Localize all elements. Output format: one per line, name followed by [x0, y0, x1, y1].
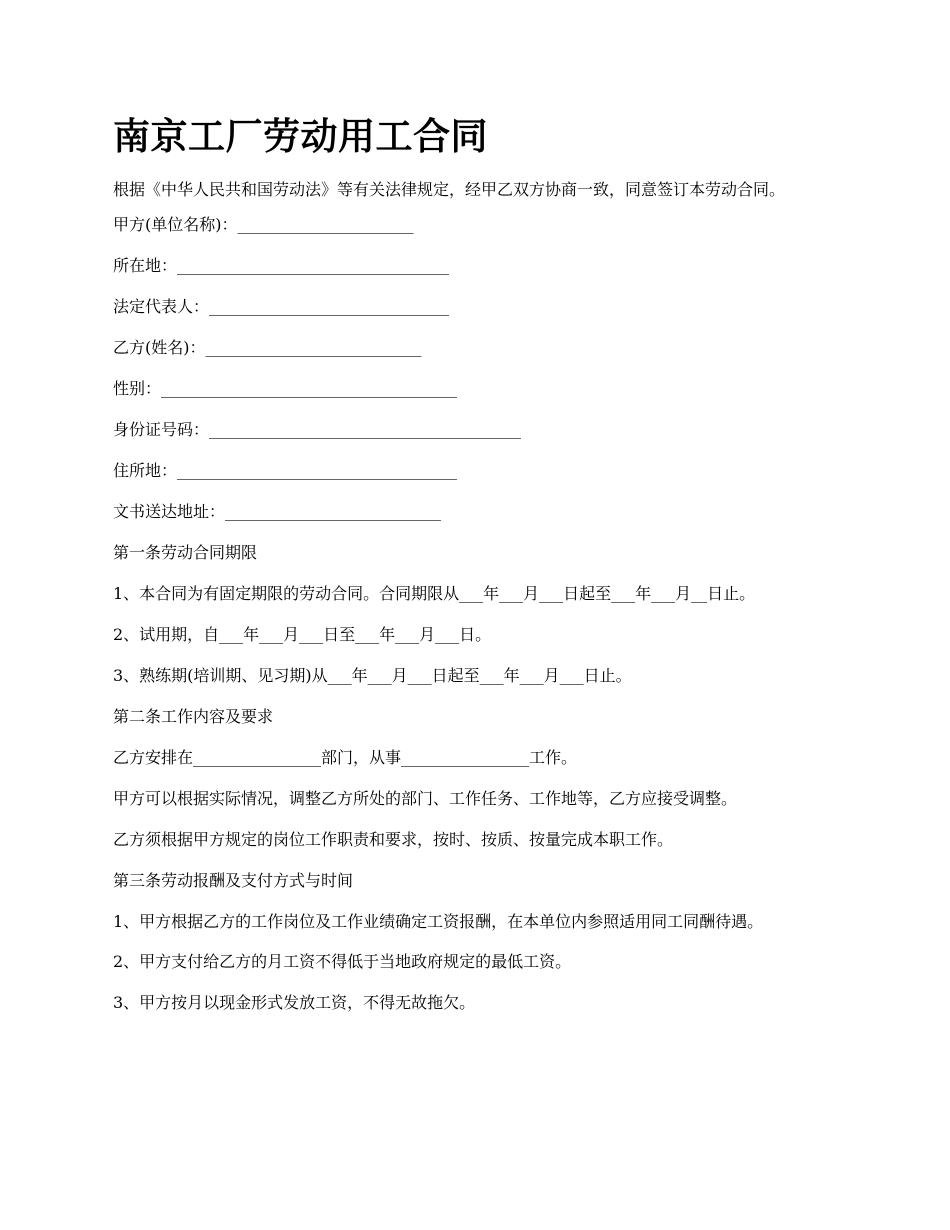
field-id-number: 身份证号码：_______________________________________ [113, 420, 522, 439]
document-title: 南京工厂劳动用工合同 [113, 114, 488, 158]
article2-item: 乙方须根据甲方规定的岗位工作职责和要求，按时、按质、按量完成本职工作。 [113, 830, 674, 849]
article1-item: 3、熟练期(培训期、见习期)从___年___月___日起至___年___月___日止。 [113, 666, 632, 685]
field-residence: 住所地：___________________________________ [113, 461, 458, 480]
document-body [113, 112, 845, 1034]
intro-paragraph: 根据《中华人民共和国劳动法》等有关法律规定，经甲乙双方协商一致，同意签订本劳动合同。 [113, 180, 786, 199]
article2-heading: 第二条工作内容及要求 [113, 707, 274, 726]
article3-item: 1、甲方根据乙方的工作岗位及工作业绩确定工资报酬，在本单位内参照适用同工同酬待遇。 [113, 912, 764, 931]
field-party-b: 乙方(姓名)：___________________________ [113, 338, 422, 357]
article2-item: 甲方可以根据实际情况，调整乙方所处的部门、工作任务、工作地等，乙方应接受调整。 [113, 789, 738, 808]
article3-item: 3、甲方按月以现金形式发放工资，不得无故拖欠。 [113, 993, 476, 1012]
field-legal-rep: 法定代表人：______________________________ [113, 297, 450, 316]
field-gender: 性别：_____________________________________ [113, 379, 458, 398]
article1-item: 2、试用期，自___年___月___日至___年___月___日。 [113, 625, 492, 644]
article2-item: 乙方安排在________________部门，从事________________工作。 [113, 748, 578, 767]
article3-heading: 第三条劳动报酬及支付方式与时间 [113, 871, 354, 890]
article1-heading: 第一条劳动合同期限 [113, 543, 258, 562]
field-service-address: 文书送达地址：___________________________ [113, 502, 442, 521]
article1-item: 1、本合同为有固定期限的劳动合同。合同期限从___年___月___日起至___年___月__日止。 [113, 584, 756, 603]
field-party-a: 甲方(单位名称)：______________________ [113, 215, 414, 234]
article3-item: 2、甲方支付给乙方的月工资不得低于当地政府规定的最低工资。 [113, 952, 572, 971]
field-location: 所在地：__________________________________ [113, 256, 450, 275]
